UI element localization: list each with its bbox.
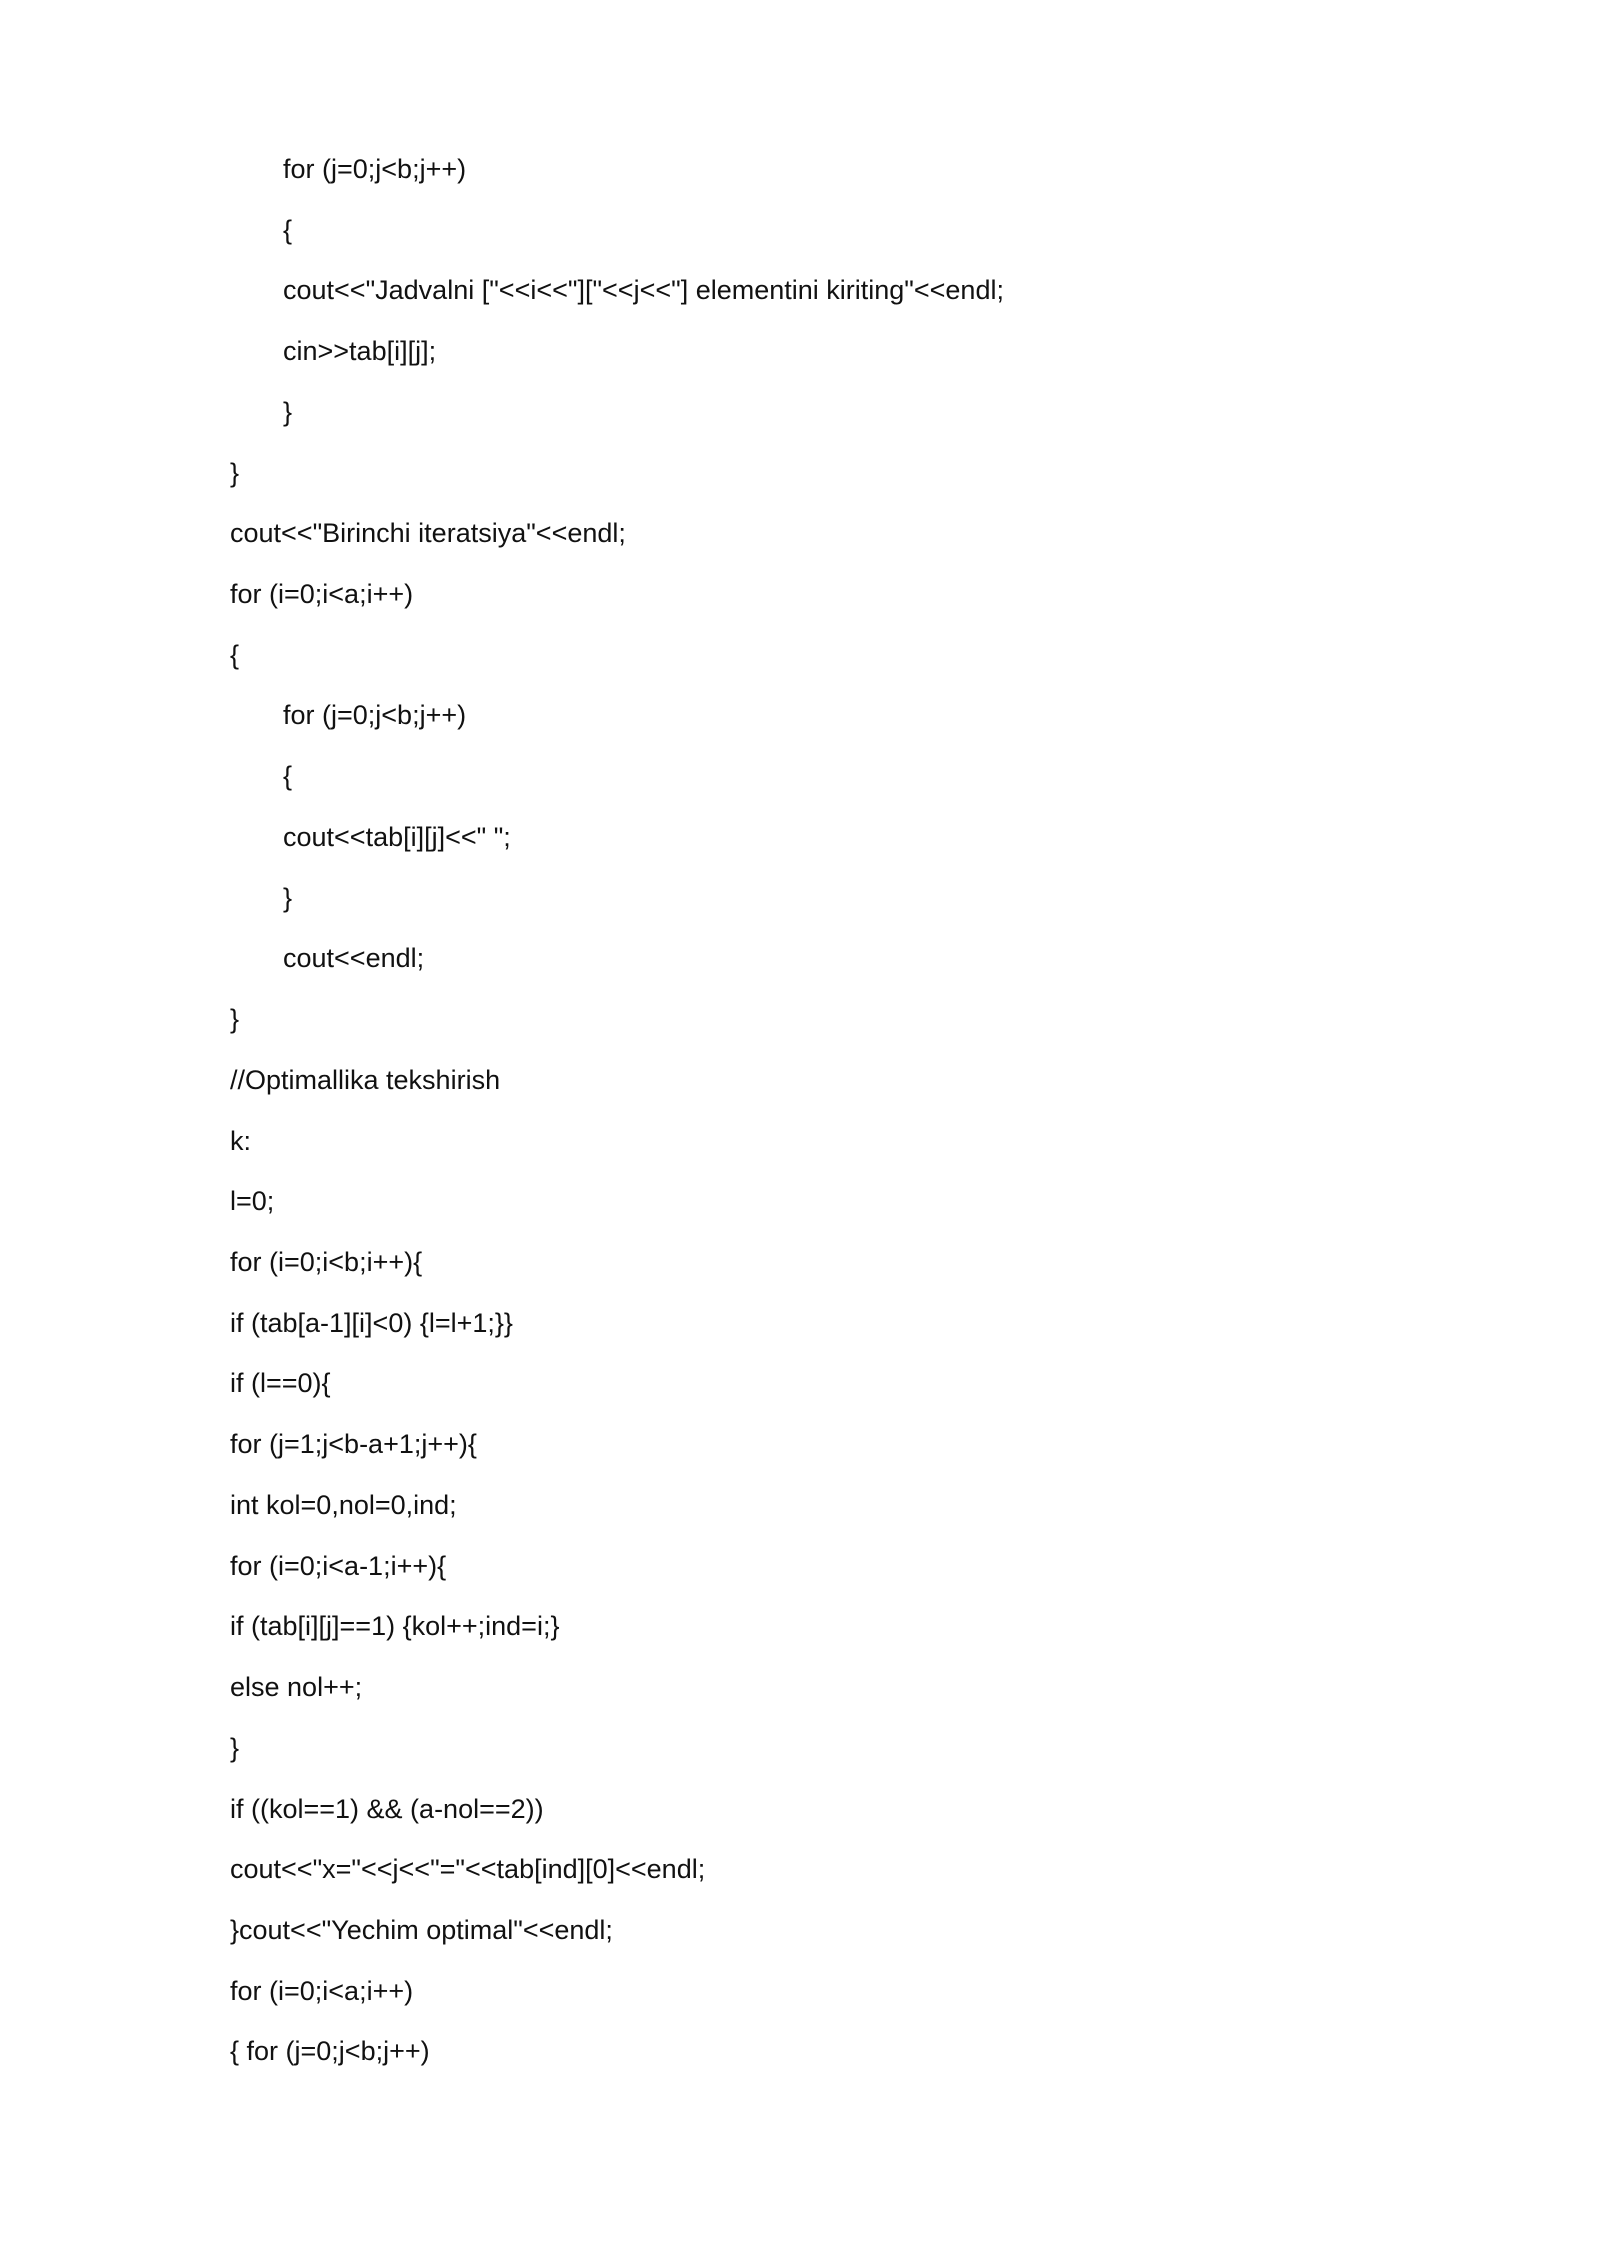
code-comment: //Optimallika tekshirish xyxy=(230,1065,501,1095)
code-line: if ((kol==1) && (a-nol==2)) xyxy=(230,1794,544,1824)
code-line: cout<<endl; xyxy=(283,943,425,973)
code-line: for (j=1;j<b-a+1;j++){ xyxy=(230,1429,477,1459)
code-line: if (l==0){ xyxy=(230,1368,331,1398)
code-line: int kol=0,nol=0,ind; xyxy=(230,1490,457,1520)
code-line: cout<<"Jadvalni ["<<i<<"]["<<j<<"] elementini kiriting"<<endl; xyxy=(283,275,1004,305)
code-line: { xyxy=(283,761,293,791)
code-line: { xyxy=(230,640,240,670)
code-line: l=0; xyxy=(230,1186,275,1216)
code-line: cout<<tab[i][j]<<" "; xyxy=(283,822,511,852)
code-line: { xyxy=(283,215,293,245)
code-line: else nol++; xyxy=(230,1672,363,1702)
code-line: if (tab[i][j]==1) {kol++;ind=i;} xyxy=(230,1611,560,1641)
code-line: for (i=0;i<a-1;i++){ xyxy=(230,1551,447,1581)
code-line: k: xyxy=(230,1126,252,1156)
code-line: for (i=0;i<a;i++) xyxy=(230,1976,414,2006)
code-line: }cout<<"Yechim optimal"<<endl; xyxy=(230,1915,613,1945)
code-line: for (i=0;i<b;i++){ xyxy=(230,1247,423,1277)
code-line: if (tab[a-1][i]<0) {l=l+1;}} xyxy=(230,1308,513,1338)
code-line: } xyxy=(230,1004,240,1034)
code-line: cin>>tab[i][j]; xyxy=(283,336,437,366)
code-line: cout<<"Birinchi iteratsiya"<<endl; xyxy=(230,518,626,548)
code-line: } xyxy=(283,397,293,427)
code-line: cout<<"x="<<j<<"="<<tab[ind][0]<<endl; xyxy=(230,1854,706,1884)
code-line: for (j=0;j<b;j++) xyxy=(283,154,467,184)
code-line: } xyxy=(230,1733,240,1763)
code-line: { for (j=0;j<b;j++) xyxy=(230,2036,430,2066)
code-line: for (j=0;j<b;j++) xyxy=(283,700,467,730)
code-line: for (i=0;i<a;i++) xyxy=(230,579,414,609)
code-line: } xyxy=(283,883,293,913)
code-line: } xyxy=(230,458,240,488)
